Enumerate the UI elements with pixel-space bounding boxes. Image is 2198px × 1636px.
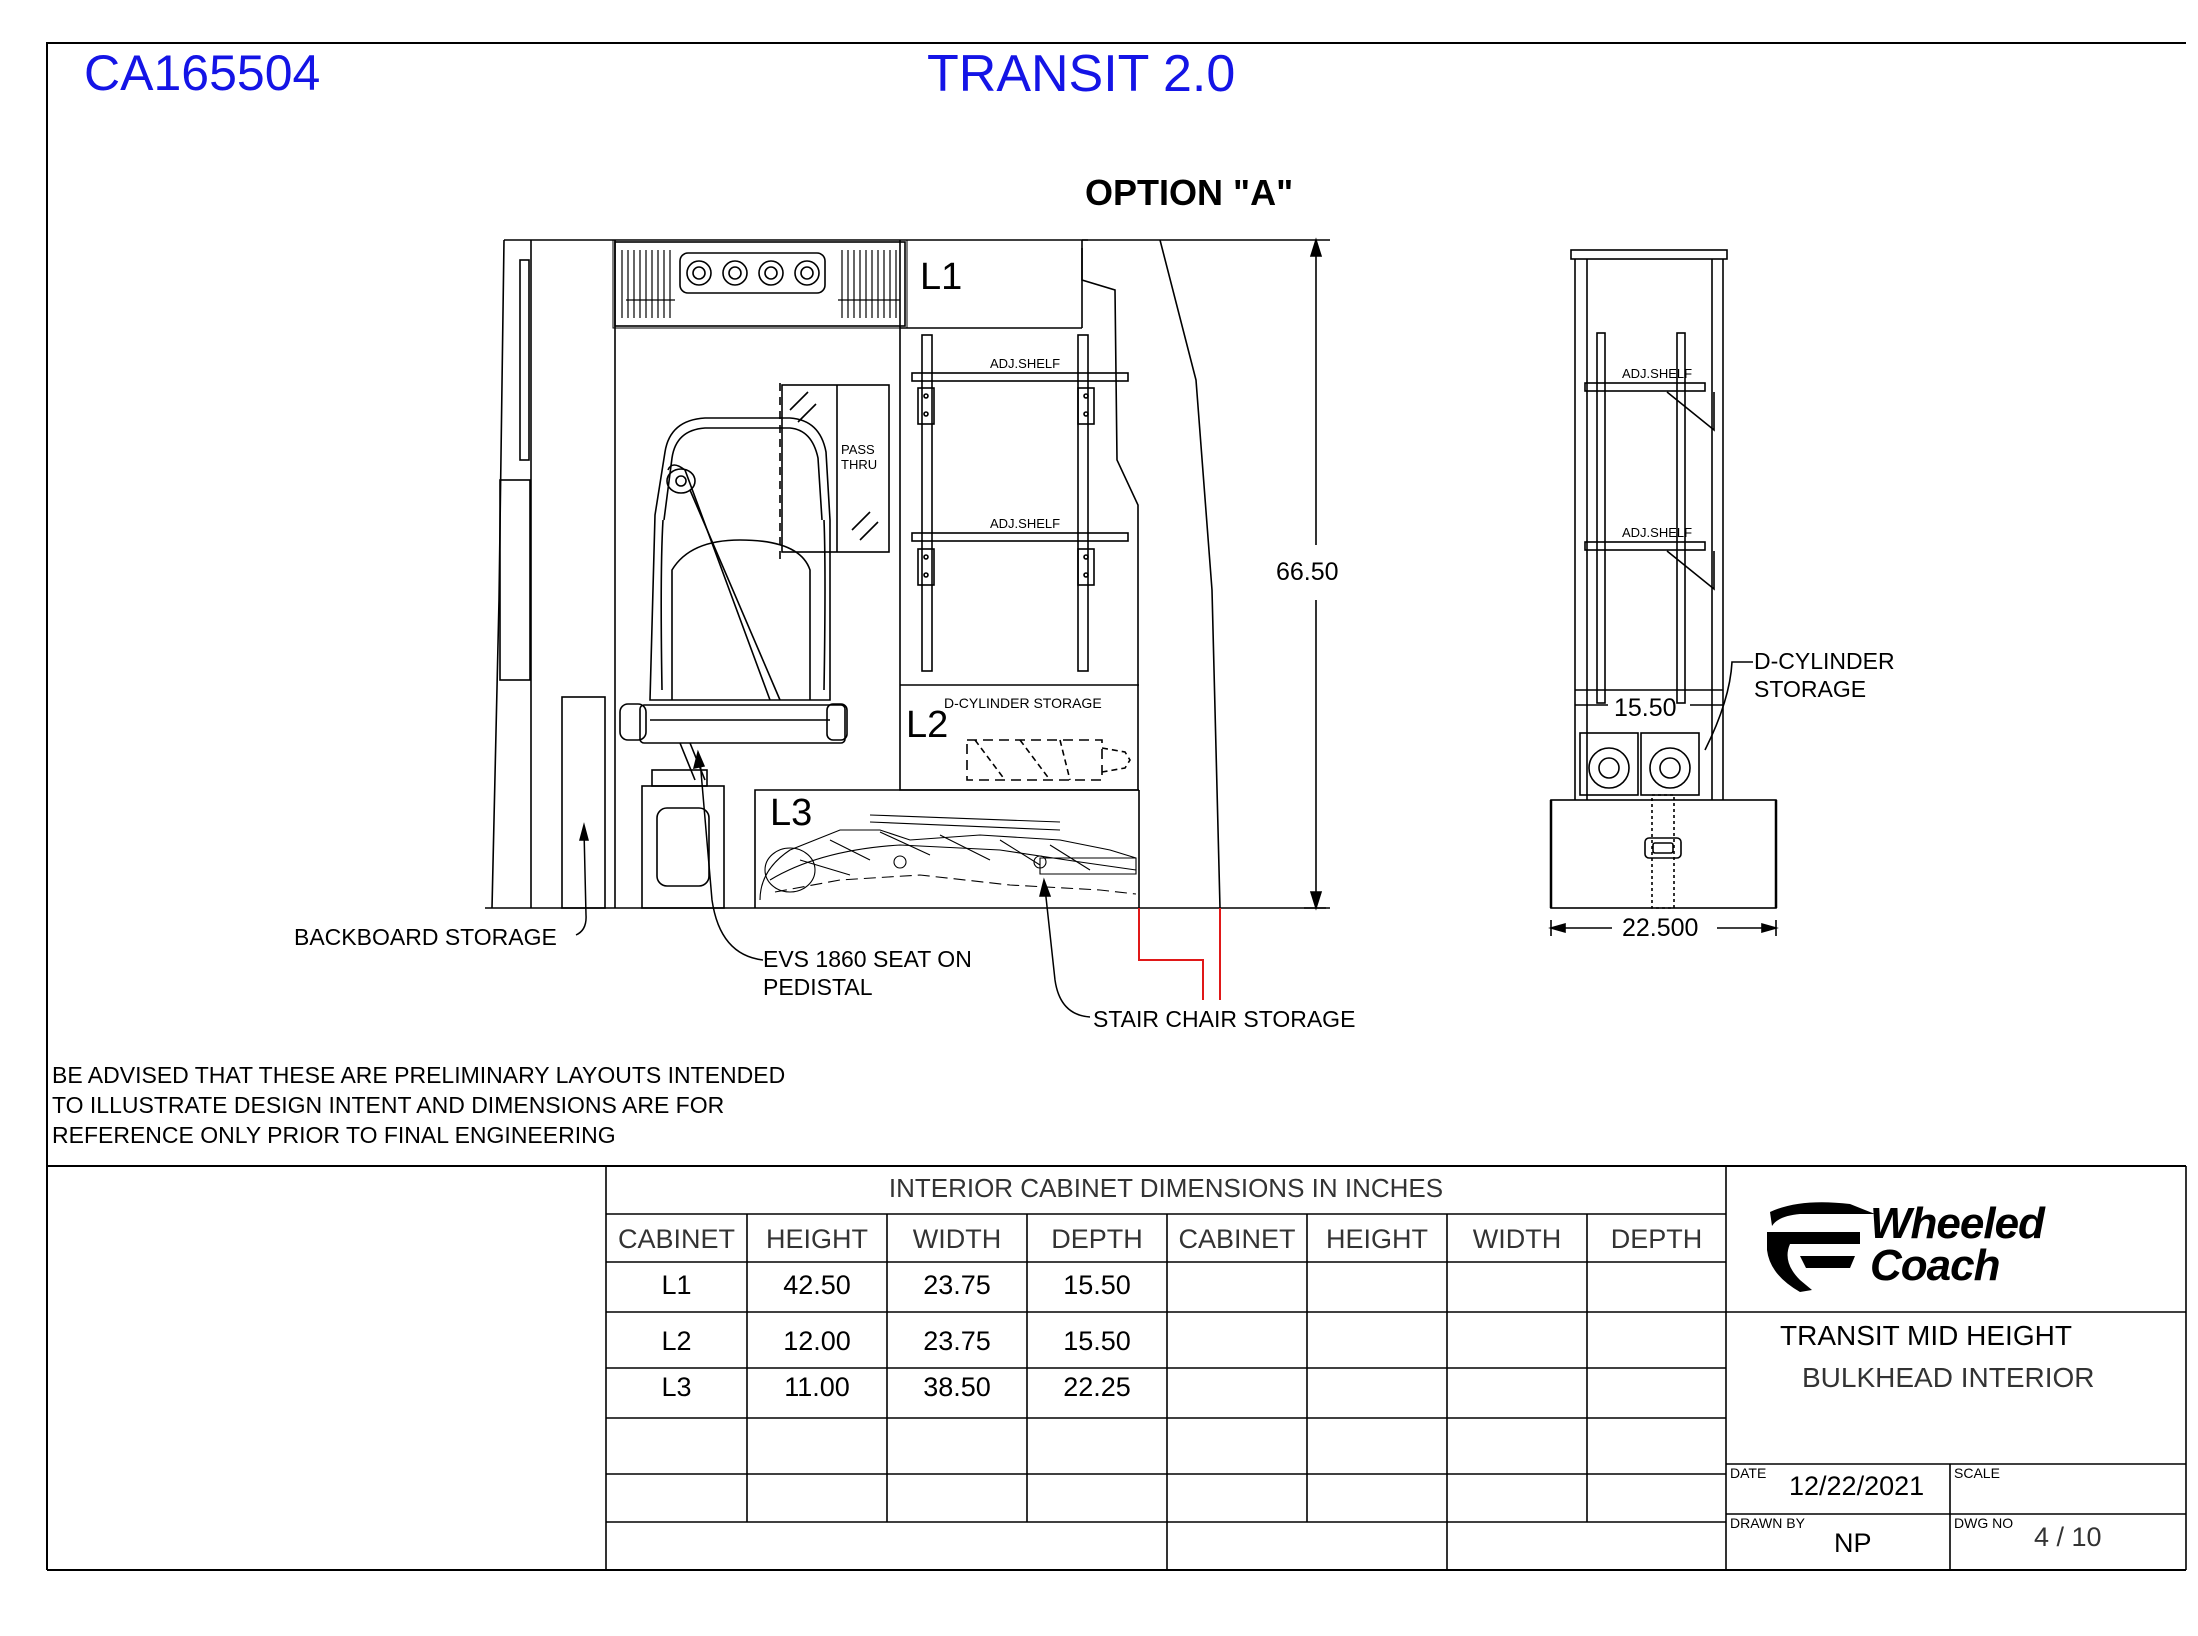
pass-thru-label-2: THRU — [841, 457, 878, 472]
table-cell-l2-cabinet: L2 — [661, 1326, 692, 1356]
shelf-label-upper: ADJ.SHELF — [990, 356, 1061, 371]
main-elevation — [485, 240, 1330, 908]
stair-chair-hatch — [760, 815, 1136, 900]
table-cell-l3-cabinet: L3 — [661, 1372, 692, 1402]
logo-text-coach: Coach — [1870, 1241, 2000, 1290]
table-cell-l1-height: 42.50 — [783, 1270, 851, 1300]
height-dimension: 66.50 — [1276, 558, 1339, 586]
table-cell-l1-width: 23.75 — [923, 1270, 991, 1300]
dwg-no-value: 4 / 10 — [2034, 1522, 2102, 1552]
shelf-label-lower: ADJ.SHELF — [990, 516, 1061, 531]
stair-chair-callout: STAIR CHAIR STORAGE — [1093, 1006, 1356, 1032]
d-cylinder-callout-line2: STORAGE — [1754, 676, 1867, 702]
table-header-cabinet-2: CABINET — [1178, 1224, 1296, 1254]
seat-callout-line1: EVS 1860 SEAT ON — [763, 946, 972, 972]
scale-label: SCALE — [1954, 1465, 2000, 1481]
title-block-line2: BULKHEAD INTERIOR — [1802, 1362, 2095, 1393]
drawing-id: CA165504 — [84, 45, 321, 101]
table-header-height: HEIGHT — [765, 1224, 868, 1254]
side-elevation — [1551, 250, 1776, 936]
backboard-storage-callout: BACKBOARD STORAGE — [294, 924, 557, 950]
cabinet-label-l1: L1 — [920, 256, 963, 298]
table-header-width-2: WIDTH — [1472, 1224, 1562, 1254]
pass-thru-label-1: PASS — [841, 442, 875, 457]
title-block-line1: TRANSIT MID HEIGHT — [1780, 1320, 2072, 1351]
table-cell-l2-height: 12.00 — [783, 1326, 851, 1356]
table-cell-l1-cabinet: L1 — [661, 1270, 692, 1300]
disclaimer-line1: BE ADVISED THAT THESE ARE PRELIMINARY LAYOUTS INTENDED — [52, 1062, 786, 1088]
drawn-by-value: NP — [1834, 1528, 1872, 1558]
wheeled-coach-logo-mark — [1767, 1202, 1875, 1292]
seat-callout-line2: PEDISTAL — [763, 974, 873, 1000]
logo-text-wheeled: Wheeled — [1870, 1199, 2044, 1248]
side-depth-dimension: 15.50 — [1614, 694, 1677, 722]
table-cell-l3-width: 38.50 — [923, 1372, 991, 1402]
table-header-width: WIDTH — [912, 1224, 1002, 1254]
table-cell-l2-width: 23.75 — [923, 1326, 991, 1356]
disclaimer-line2: TO ILLUSTRATE DESIGN INTENT AND DIMENSIONS ARE FOR — [52, 1092, 725, 1118]
table-cell-l1-depth: 15.50 — [1063, 1270, 1131, 1300]
table-cell-l3-height: 11.00 — [784, 1372, 850, 1402]
table-header-height-2: HEIGHT — [1325, 1224, 1428, 1254]
cabinet-label-l2: L2 — [906, 704, 949, 746]
clearance-marker — [1139, 908, 1220, 1000]
side-shelf-label-lower: ADJ.SHELF — [1622, 525, 1693, 540]
d-cylinder-callout-line1: D-CYLINDER — [1754, 648, 1895, 674]
table-header-depth: DEPTH — [1051, 1224, 1143, 1254]
date-label: DATE — [1730, 1465, 1767, 1481]
project-title: TRANSIT 2.0 — [927, 45, 1236, 103]
vent-hatching — [622, 250, 900, 318]
disclaimer-line3: REFERENCE ONLY PRIOR TO FINAL ENGINEERING — [52, 1122, 616, 1148]
table-header-depth-2: DEPTH — [1610, 1224, 1703, 1254]
d-cylinder-storage-label: D-CYLINDER STORAGE — [944, 695, 1102, 711]
table-title: INTERIOR CABINET DIMENSIONS IN INCHES — [888, 1173, 1444, 1203]
table-cell-l3-depth: 22.25 — [1063, 1372, 1131, 1402]
side-width-dimension: 22.500 — [1622, 914, 1699, 942]
date-value: 12/22/2021 — [1789, 1471, 1925, 1501]
cabinet-label-l3: L3 — [770, 792, 813, 834]
option-title: OPTION "A" — [1085, 172, 1294, 213]
side-shelf-label-upper: ADJ.SHELF — [1622, 366, 1693, 381]
drawn-by-label: DRAWN BY — [1730, 1515, 1805, 1531]
dwg-no-label: DWG NO — [1954, 1515, 2014, 1531]
table-header-cabinet: CABINET — [617, 1224, 736, 1254]
table-cell-l2-depth: 15.50 — [1063, 1326, 1131, 1356]
